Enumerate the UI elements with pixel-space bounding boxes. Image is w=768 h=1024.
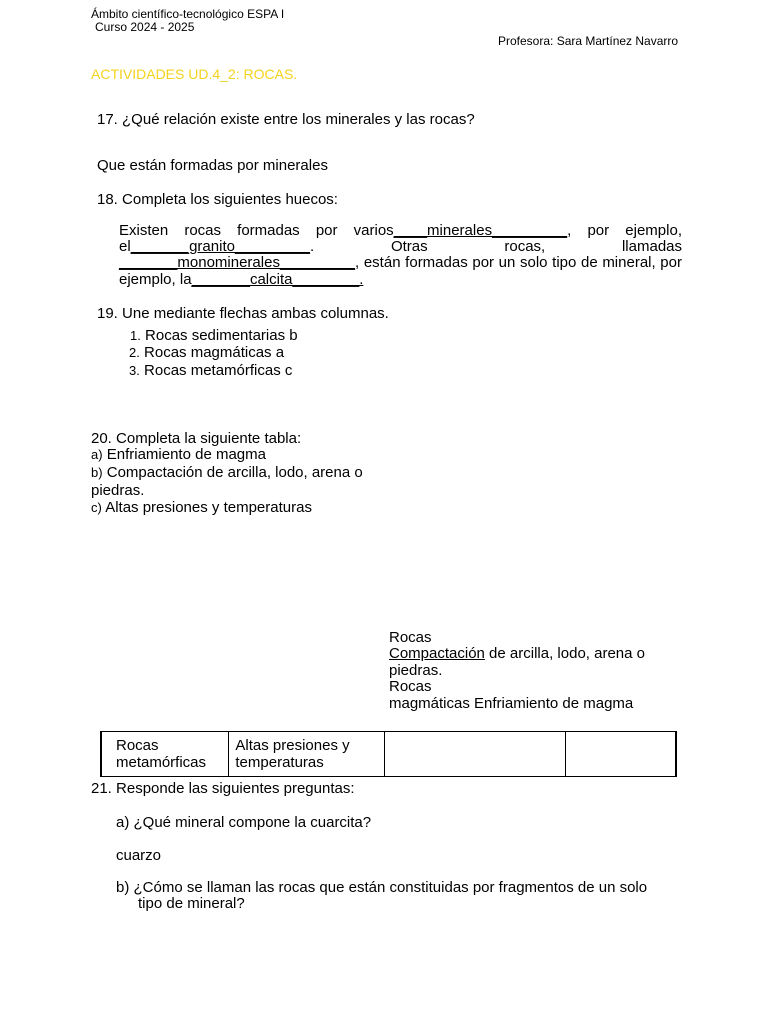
question-20: 20. Completa la siguiente tabla: (91, 430, 302, 447)
option-text: Enfriamiento de magma (106, 446, 266, 463)
floating-text-line: piedras. (389, 662, 443, 679)
cell-line: Rocas (116, 737, 159, 754)
option-c (91, 499, 312, 516)
option-b (91, 464, 363, 481)
question-18: 18. Completa los siguientes huecos: (97, 191, 338, 208)
list-item (130, 327, 298, 344)
floating-underlined-word: Compactación (389, 645, 485, 662)
list-item (129, 344, 284, 361)
q18-blank-calcita: _______calcita________. (191, 270, 364, 288)
question-19: 19. Une mediante flechas ambas columnas. (97, 305, 389, 322)
q18-text-1: Existen rocas formadas por varios (119, 222, 394, 239)
question-21b-line2: tipo de mineral? (138, 895, 245, 912)
page-title: ACTIVIDADES UD.4_2: ROCAS. (91, 66, 298, 82)
list-item-text: Rocas magmáticas a (144, 344, 285, 361)
cell-line: temperaturas (235, 754, 324, 771)
table-cell-empty (385, 732, 566, 777)
list-item-number: 3. (129, 363, 140, 378)
q18-text-4: , están formadas por un solo tipo de mineral, por ejemplo, la (119, 254, 682, 288)
floating-text-line: Rocas (389, 678, 432, 695)
option-text: piedras. (91, 482, 145, 499)
question-21: 21. Responde las siguientes preguntas: (91, 780, 355, 797)
question-21a: a) ¿Qué mineral compone la cuarcita? (116, 814, 372, 831)
floating-text-rest: de arcilla, lodo, arena o (484, 645, 645, 662)
answer-17: Que están formadas por minerales (97, 157, 328, 174)
option-text: Altas presiones y temperaturas (105, 499, 312, 516)
option-letter: a) (91, 447, 103, 462)
floating-text-line (389, 645, 645, 662)
table-cell (229, 732, 385, 777)
course-year: Curso 2024 - 2025 (95, 20, 195, 34)
answer-21a: cuarzo (116, 847, 162, 864)
list-item-number: 2. (129, 345, 140, 360)
q18-blank-monominerales: _______monominerales_________ (119, 254, 356, 272)
q18-blank-granito: _______granito_________ (130, 238, 311, 256)
table-cell (101, 732, 229, 777)
question-18-paragraph (119, 223, 682, 288)
list-item-text: Rocas sedimentarias b (145, 327, 298, 344)
table-cell-empty (566, 732, 676, 777)
q18-blank-minerales: ____minerales_________ (393, 222, 568, 239)
q18-text-3: . Otras rocas, llamadas (310, 238, 682, 256)
list-item-number: 1. (130, 328, 141, 343)
option-letter: b) (91, 465, 103, 480)
list-item (129, 362, 292, 379)
course-subject: Ámbito científico-tecnológico ESPA I (91, 7, 285, 21)
floating-text-line: magmáticas Enfriamiento de magma (389, 695, 634, 712)
teacher-name: Profesora: Sara Martínez Navarro (498, 34, 679, 48)
option-b-continued (91, 482, 144, 499)
option-letter: c) (91, 500, 102, 515)
table-row (101, 732, 676, 777)
question-17: 17. ¿Qué relación existe entre los minerales y las rocas? (97, 111, 475, 128)
rocks-table (100, 731, 677, 777)
q18-text-2: , por ejemplo, el (119, 222, 682, 256)
cell-line: Altas presiones y (235, 737, 350, 754)
option-a (91, 446, 266, 463)
cell-line: metamórficas (116, 754, 207, 771)
list-item-text: Rocas metamórficas c (144, 362, 293, 379)
floating-text-line: Rocas (389, 629, 432, 646)
question-21b-line1: b) ¿Cómo se llaman las rocas que están constituidas por fragmentos de un solo (116, 879, 648, 896)
option-text: Compactación de arcilla, lodo, arena o (106, 464, 363, 481)
